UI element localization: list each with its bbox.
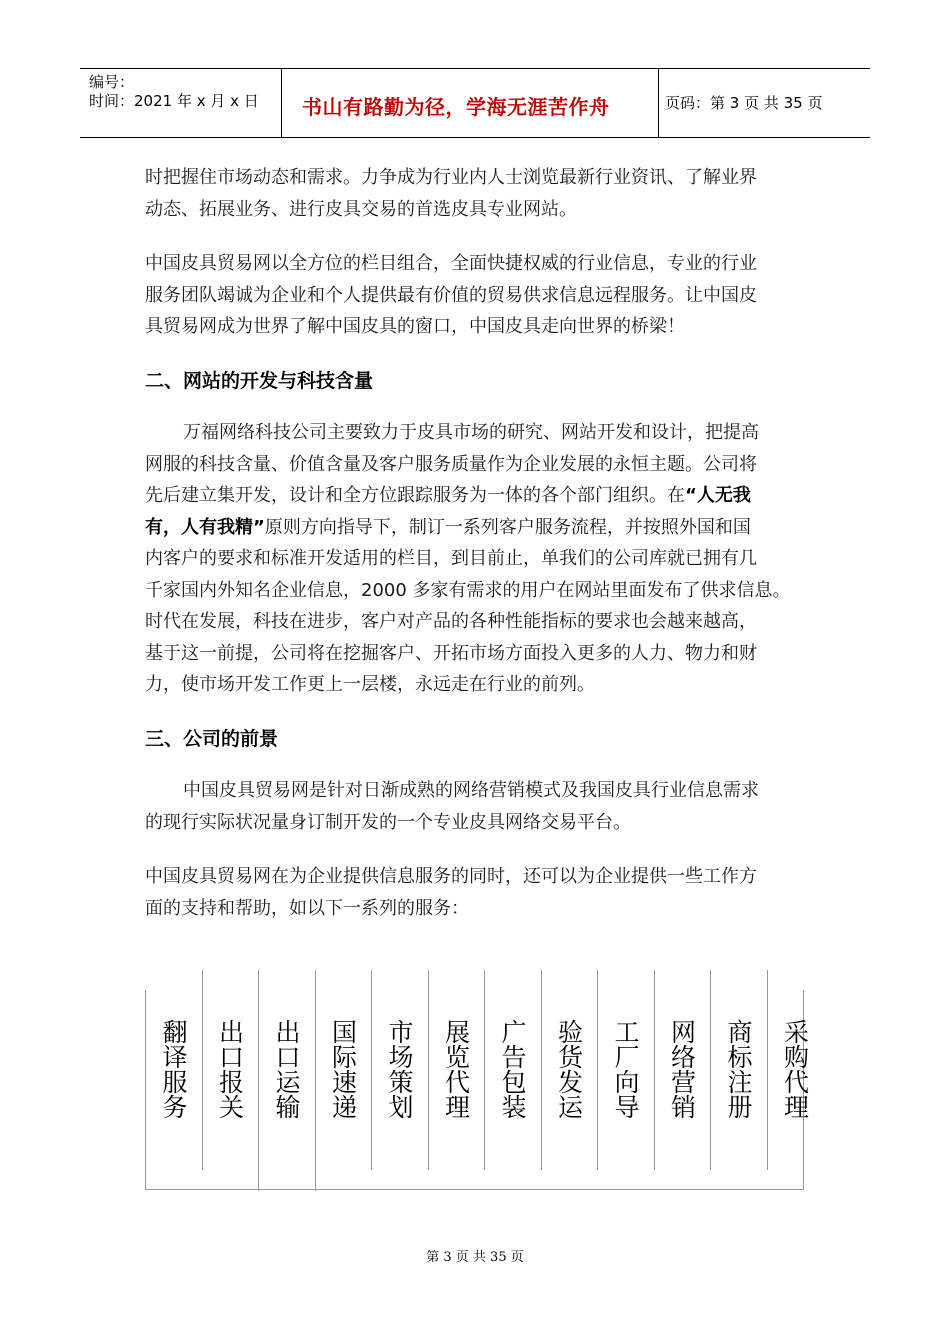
text-line: 中国皮具贸易网在为企业提供信息服务的同时，还可以为企业提供一些工作方	[145, 866, 757, 887]
service-column-divider	[484, 970, 485, 1170]
service-column-divider	[428, 970, 429, 1170]
paragraph-2	[145, 248, 820, 343]
text-line: 力，使市场开发工作更上一层楼，永远走在行业的前列。	[145, 674, 595, 695]
text-line: 网服的科技含量、价值含量及客户服务质量作为企业发展的永恒主题。公司将	[145, 453, 757, 475]
service-column-divider	[767, 970, 768, 1170]
text-line: 千家国内外知名企业信息，2000 多家有需求的用户在网站里面发布了供求信息。	[145, 579, 791, 601]
services-table	[145, 970, 810, 1191]
text-line: 中国皮具贸易网是针对日渐成熟的网络营销模式及我国皮具行业信息需求	[183, 780, 759, 801]
service-column-divider	[371, 970, 372, 1170]
page-footer: 第 3 页 共 35 页	[426, 1250, 524, 1265]
header-left-cell	[80, 69, 282, 137]
text-line: 动态、拓展业务、进行皮具交易的首选皮具专业网站。	[145, 198, 577, 220]
section-heading-2: 二、网站的开发与科技含量	[145, 370, 374, 392]
paragraph-3	[145, 417, 820, 701]
text-line: 的现行实际状况量身订制开发的一个专业皮具网络交易平台。	[145, 811, 631, 833]
text-line	[145, 512, 820, 544]
page-header	[80, 68, 870, 138]
service-column-divider	[541, 970, 542, 1170]
service-item: 采购代理	[780, 1019, 810, 1119]
paragraph-5	[145, 861, 820, 924]
service-column-divider	[597, 970, 598, 1170]
text-line: 万福网络科技公司主要致力于皮具市场的研究、网站开发和设计，把提高	[183, 422, 759, 443]
document-number-label: 编号：	[89, 73, 135, 91]
service-item: 市场策划	[385, 1019, 414, 1119]
service-item: 验货发运	[554, 1019, 584, 1119]
text-line: 中国皮具贸易网以全方位的栏目组合，全面快捷权威的行业信息，专业的行业	[145, 253, 757, 274]
text-line: 内客户的要求和标准开发适用的栏目，到目前止，单我们的公司库就已拥有几	[145, 548, 757, 569]
emphasis-text: “人无我	[685, 485, 751, 506]
service-item: 翻译服务	[159, 1019, 188, 1119]
text-line: 具贸易网成为世界了解中国皮具的窗口，中国皮具走向世界的桥梁！	[145, 316, 685, 337]
text-line: 时代在发展，科技在进步，客户对产品的各种性能指标的要求也会越来越高，	[145, 611, 757, 632]
service-column-divider	[654, 970, 655, 1170]
service-column-divider	[315, 970, 316, 1191]
service-item: 广告包装	[498, 1019, 527, 1119]
service-column-divider	[258, 970, 259, 1191]
text-span: 先后建立集开发，设计和全方位跟踪服务为一体的各个部门组织。在	[145, 485, 685, 506]
text-line: 时把握住市场动态和需求。力争成为行业内人士浏览最新行业资讯、了解业界	[145, 167, 757, 188]
service-item: 商标注册	[724, 1019, 753, 1119]
text-line	[145, 480, 820, 512]
text-line: 基于这一前提，公司将在挖掘客户、开拓市场方面投入更多的人力、物力和财	[145, 642, 757, 664]
text-line: 服务团队竭诚为企业和个人提供最有价值的贸易供求信息远程服务。让中国皮	[145, 284, 757, 306]
document-date: 时间：2021 年 x 月 x 日	[89, 92, 259, 110]
section-heading-3: 三、公司的前景	[145, 728, 279, 750]
service-column-divider	[202, 970, 203, 1170]
service-item: 出口报关	[215, 1019, 245, 1119]
header-motto: 书山有路勤为径，学海无涯苦作舟	[302, 95, 610, 119]
service-item: 工厂向导	[611, 1019, 640, 1119]
header-page-info: 页码：第 3 页 共 35 页	[665, 94, 823, 112]
paragraph-4	[145, 775, 820, 838]
header-middle-cell	[282, 69, 659, 137]
text-span: 原则方向指导下，制订一系列客户服务流程，并按照外国和国	[264, 516, 751, 538]
text-line: 面的支持和帮助，如以下一系列的服务：	[145, 897, 469, 919]
paragraph-1	[145, 162, 820, 225]
service-item: 展览代理	[441, 1019, 471, 1119]
service-column-divider	[710, 970, 711, 1170]
emphasis-text: 有，人有我精”	[145, 516, 265, 538]
service-item: 网络营销	[667, 1019, 697, 1119]
service-item: 出口运输	[272, 1019, 301, 1119]
service-item: 国际速递	[328, 1019, 358, 1119]
